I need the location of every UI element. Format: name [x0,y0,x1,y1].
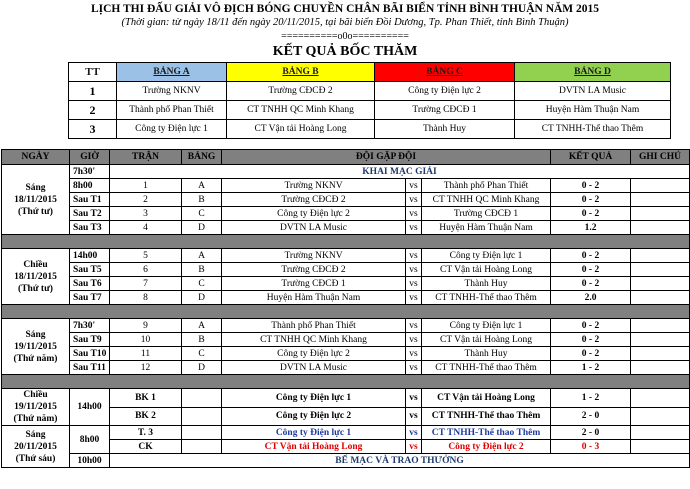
match-group: B [182,333,222,347]
header-tran: TRẬN [110,150,182,165]
match-row [2,193,690,207]
day-label [2,249,70,305]
team-2: CT TNHH-Thể thao Thêm [422,361,551,375]
match-number: 12 [110,361,182,375]
match-number: BK 2 [110,407,182,426]
vs-label: vs [406,440,422,454]
match-note [631,319,690,333]
team-2: CT TNHH-Thể thao Thêm [422,426,551,440]
divider-text: ==========o0o========== [281,31,409,42]
match-note [631,440,690,454]
match-result: 0 - 2 [551,347,631,361]
match-result: 1.2 [551,221,631,235]
match-row [2,389,690,408]
match-group: B [182,193,222,207]
draw-row [69,82,671,101]
match-group [182,407,222,426]
match-number: CK [110,440,182,454]
match-number: 3 [110,207,182,221]
match-time: Sau T7 [70,291,110,305]
draw-cell: CT Vận tải Hoàng Long [227,120,375,139]
match-group [182,426,222,440]
draw-header-group-b: BẢNG B [227,63,375,82]
separator-row [2,235,690,249]
team-1: Công ty Điện lực 2 [222,347,406,361]
team-2: CT TNHH-Thể thao Thêm [422,291,551,305]
match-note [631,179,690,193]
separator-row [2,305,690,319]
vs-label: vs [406,426,422,440]
day-label-date: 19/11/2015 [14,402,57,412]
match-note [631,263,690,277]
match-number: BK 1 [110,389,182,408]
draw-cell: Thành phố Phan Thiết [117,101,227,120]
team-1: Huyện Hàm Thuận Nam [222,291,406,305]
match-group: D [182,221,222,235]
match-number: 2 [110,193,182,207]
match-group: C [182,207,222,221]
draw-row [69,120,671,139]
draw-header-group-c: BẢNG C [375,63,515,82]
day-label-weekday: (Thứ năm) [13,414,58,424]
match-group: A [182,179,222,193]
team-2: CT Vận tải Hoàng Long [422,333,551,347]
match-time: Sau T6 [70,277,110,291]
day-label-weekday: (Thứ sáu) [15,453,56,464]
match-row [2,361,690,375]
match-row [2,333,690,347]
match-number: 4 [110,221,182,235]
day-label [2,319,70,375]
draw-header-tt: TT [69,63,117,82]
match-note [631,389,690,408]
match-group: C [182,347,222,361]
team-2: CT TNHH QC Minh Khang [422,193,551,207]
vs-label: vs [406,207,422,221]
match-time: Sau T3 [70,221,110,235]
match-group: D [182,291,222,305]
vs-label: vs [406,263,422,277]
team-1: Trường NKNV [222,249,406,263]
team-1: Công ty Điện lực 2 [222,207,406,221]
closing-banner: BẾ MẠC VÀ TRAO THƯỞNG [110,454,690,468]
closing-time: 10h00 [70,454,110,468]
team-1: Công ty Điện lực 1 [222,426,406,440]
separator [2,305,690,319]
match-note [631,193,690,207]
day-label-session: Chiều [23,390,48,400]
team-2: Thành Huy [422,347,551,361]
match-note [631,407,690,426]
draw-cell: Trường CĐCĐ 2 [227,82,375,101]
match-row [2,221,690,235]
team-2: Trường CĐCĐ 1 [422,207,551,221]
day-label [2,389,70,426]
vs-label: vs [406,193,422,207]
draw-cell: CT TNHH QC Minh Khang [227,101,375,120]
match-number: 8 [110,291,182,305]
header-ghi-chu: GHI CHÚ [631,150,690,165]
separator-row [2,375,690,389]
match-result: 2.0 [551,291,631,305]
day-label-session: Chiều [23,259,48,270]
closing-row [2,454,690,468]
match-result: 0 - 2 [551,277,631,291]
match-result: 2 - 0 [551,407,631,426]
match-group [182,440,222,454]
match-result: 0 - 3 [551,440,631,454]
day-label [2,165,70,235]
day-label-session: Sáng [25,429,46,440]
team-2: Thành Huy [422,277,551,291]
match-number: 7 [110,277,182,291]
vs-label: vs [406,319,422,333]
day-label-date: 18/11/2015 [14,194,57,205]
match-note [631,249,690,263]
opening-time: 7h30' [70,165,110,179]
match-result: 0 - 2 [551,207,631,221]
draw-header-group-d: BẢNG D [515,63,671,82]
match-time: Sau T1 [70,193,110,207]
team-2: Thành phố Phan Thiết [422,179,551,193]
match-note [631,333,690,347]
match-time: 14h00 [70,389,110,426]
match-row [2,347,690,361]
match-note [631,221,690,235]
match-row [2,207,690,221]
team-1: DVTN LA Music [222,361,406,375]
team-2: Công ty Điện lực 1 [422,249,551,263]
team-1: CT Vận tải Hoàng Long [222,440,406,454]
header-gio: GIỜ [70,150,110,165]
match-row [2,319,690,333]
match-result: 0 - 2 [551,263,631,277]
team-1: Công ty Điện lực 2 [222,407,406,426]
match-row [2,426,690,440]
vs-label: vs [406,179,422,193]
match-row [2,277,690,291]
vs-label: vs [406,347,422,361]
match-group: D [182,361,222,375]
match-time: Sau T11 [70,361,110,375]
draw-cell: Công ty Điện lực 2 [375,82,515,101]
draw-header-group-a: BẢNG A [117,63,227,82]
match-group: B [182,263,222,277]
match-time: 7h30' [70,319,110,333]
vs-label: vs [406,249,422,263]
day-label-weekday: (Thứ tư) [18,283,53,294]
draw-cell: DVTN LA Music [515,82,671,101]
draw-title: KẾT QUẢ BỐC THĂM [272,44,418,59]
header-bang: BẢNG [182,150,222,165]
match-note [631,426,690,440]
team-1: Công ty Điện lực 1 [222,389,406,408]
draw-header-row [69,63,671,82]
draw-row [69,101,671,120]
team-1: DVTN LA Music [222,221,406,235]
match-number: 11 [110,347,182,361]
header-ket-qua: KẾT QUẢ [551,150,631,165]
match-row [2,249,690,263]
match-number: T. 3 [110,426,182,440]
header-ngay: NGÀY [2,150,70,165]
match-number: 10 [110,333,182,347]
team-1: CT TNHH QC Minh Khang [222,333,406,347]
team-2: CT Vận tải Hoàng Long [422,389,551,408]
team-2: Công ty Điện lực 2 [422,440,551,454]
match-time: Sau T9 [70,333,110,347]
schedule-header-row [2,150,690,165]
separator [2,375,690,389]
schedule-table [1,149,690,468]
team-2: CT Vận tải Hoàng Long [422,263,551,277]
match-group [182,389,222,408]
match-result: 0 - 2 [551,249,631,263]
draw-cell: 1 [69,82,117,101]
vs-label: vs [406,333,422,347]
team-2: Huyện Hàm Thuận Nam [422,221,551,235]
match-number: 6 [110,263,182,277]
match-row [2,291,690,305]
draw-cell: Trường CĐCĐ 1 [375,101,515,120]
match-result: 0 - 2 [551,333,631,347]
match-row [2,263,690,277]
vs-label: vs [406,291,422,305]
match-time: Sau T5 [70,263,110,277]
match-result: 1 - 2 [551,361,631,375]
draw-cell: CT TNHH-Thể thao Thêm [515,120,671,139]
day-label [2,426,70,468]
header-doi-gap-doi: ĐỘI GẶP ĐỘI [222,150,551,165]
day-label-date: 18/11/2015 [14,271,57,282]
match-time: 8h00 [70,179,110,193]
page-title: LỊCH THI ĐẤU GIẢI VÔ ĐỊCH BÓNG CHUYỀN CHÂN BÃI BIỂN TỈNH BÌNH THUẬN NĂM 2015 [90,3,600,15]
draw-cell: 2 [69,101,117,120]
draw-cell: Huyện Hàm Thuận Nam [515,101,671,120]
match-time: 14h00 [70,249,110,263]
team-1: Trường NKNV [222,179,406,193]
team-2: CT TNHH-Thể thao Thêm [422,407,551,426]
opening-banner: KHAI MẠC GIẢI [110,165,690,179]
match-number: 9 [110,319,182,333]
vs-label: vs [406,407,422,426]
match-time: 8h00 [70,426,110,454]
opening-row [2,165,690,179]
team-1: Trường CĐCĐ 2 [222,263,406,277]
team-1: Thành phố Phan Thiết [222,319,406,333]
draw-cell: 3 [69,120,117,139]
match-note [631,291,690,305]
vs-label: vs [406,277,422,291]
day-label-session: Sáng [25,182,46,193]
day-label-date: 20/11/2015 [14,441,57,452]
match-note [631,207,690,221]
match-time: Sau T10 [70,347,110,361]
match-number: 5 [110,249,182,263]
match-group: C [182,277,222,291]
day-label-weekday: (Thứ năm) [13,353,58,364]
match-result: 2 - 0 [551,426,631,440]
match-note [631,361,690,375]
vs-label: vs [406,221,422,235]
match-row [2,179,690,193]
match-note [631,347,690,361]
vs-label: vs [406,389,422,408]
match-number: 1 [110,179,182,193]
match-result: 0 - 2 [551,179,631,193]
day-label-weekday: (Thứ tư) [18,206,53,217]
day-label-session: Sáng [25,329,46,340]
separator [2,235,690,249]
team-1: Trường CĐCĐ 1 [222,277,406,291]
draw-cell: Thành Huy [375,120,515,139]
match-result: 0 - 2 [551,319,631,333]
vs-label: vs [406,361,422,375]
day-label-date: 19/11/2015 [14,341,57,352]
match-time: Sau T2 [70,207,110,221]
match-result: 0 - 2 [551,193,631,207]
page-subtitle: (Thời gian: từ ngày 18/11 đến ngày 20/11/2015, tại bãi biển Đồi Dương, Tp. Phan Thiết, tỉnh Bình Thuận) [121,17,569,28]
draw-cell: Công ty Điện lực 1 [117,120,227,139]
team-1: Trường CĐCĐ 2 [222,193,406,207]
team-2: Công ty Điện lực 1 [422,319,551,333]
match-group: A [182,249,222,263]
draw-table [68,62,671,139]
match-result: 1 - 2 [551,389,631,408]
draw-cell: Trường NKNV [117,82,227,101]
match-note [631,277,690,291]
match-group: A [182,319,222,333]
